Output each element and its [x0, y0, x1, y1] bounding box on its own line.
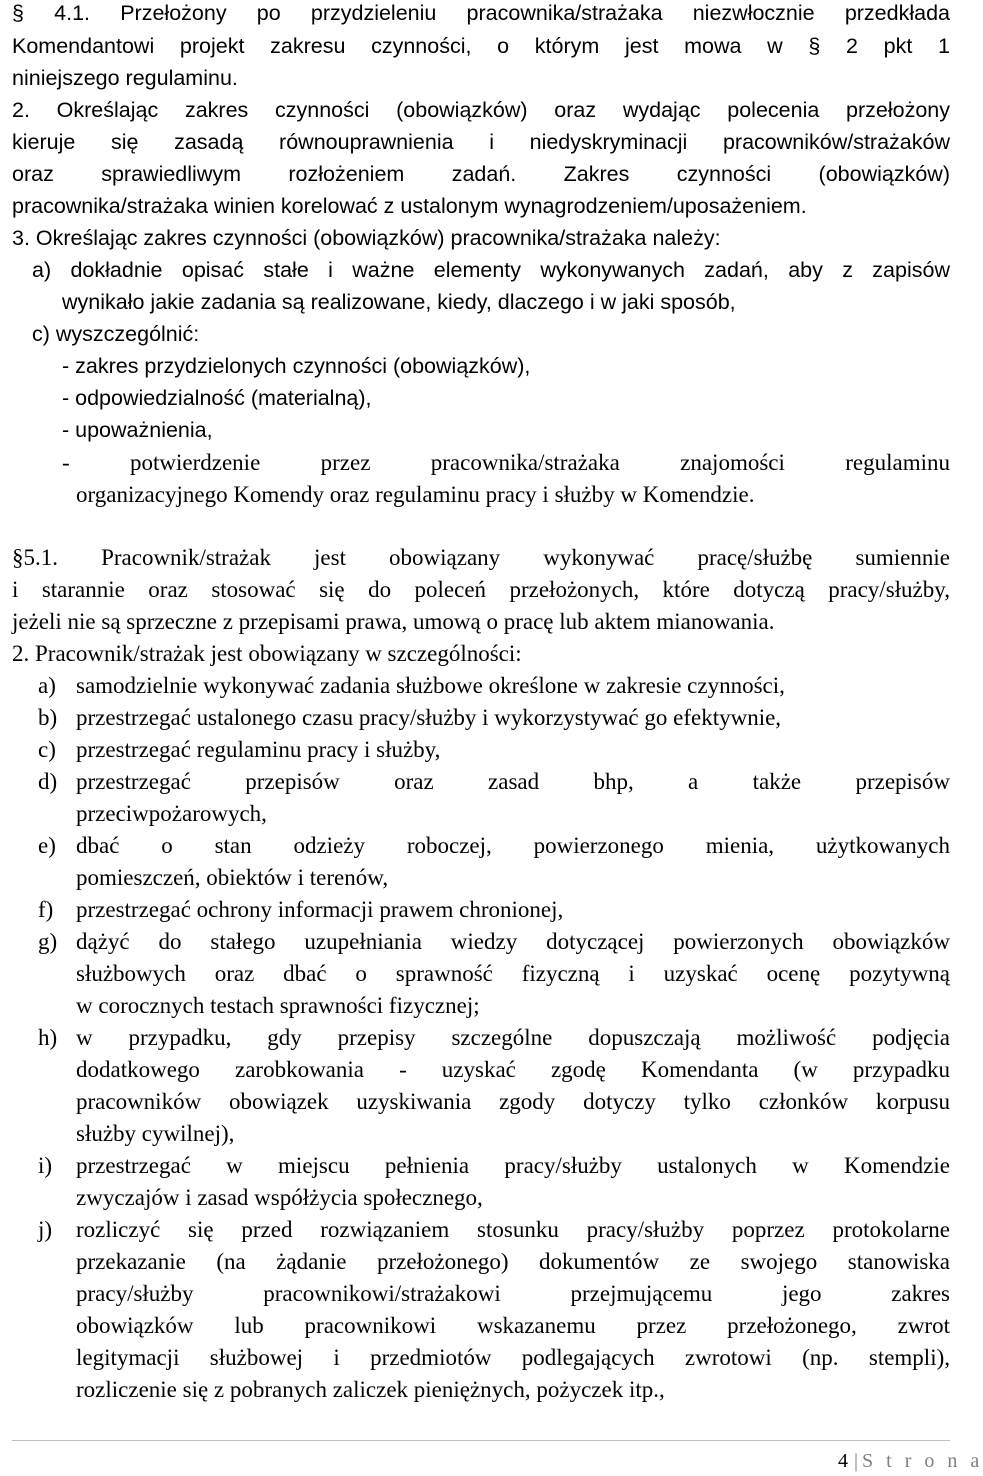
s5-item-label: i) — [38, 1153, 53, 1178]
s5-item-text-line: przestrzegać przepisów oraz zasad bhp, a także przepisów — [76, 769, 950, 794]
s5-item-text-line: służbowych oraz dbać o sprawność fizyczną i uzyskać ocenę pozytywną — [76, 961, 950, 986]
s5-item-text-line: przestrzegać ochrony informacji prawem chronionej, — [76, 897, 564, 922]
s4-dash-last-line-1: - potwierdzenie przez pracownika/strażaka znajomości regulaminu — [62, 450, 950, 475]
s4-item-c: c) wyszczególnić: — [32, 322, 200, 346]
s4-dash-item-1: - zakres przydzielonych czynności (obowiązków), — [62, 354, 531, 378]
s4-p1-line-2: Komendantowi projekt zakresu czynności, o którym jest mowa w § 2 pkt 1 — [12, 34, 950, 58]
s5-item-label: d) — [38, 769, 58, 794]
s5-item-text-line: pracowników obowiązek uzyskiwania zgody dotyczy tylko członków korpusu — [76, 1089, 950, 1114]
footer-divider — [12, 1440, 950, 1441]
s5-item-text-line: rozliczyć się przed rozwiązaniem stosunku pracy/służby poprzez protokolarne — [76, 1217, 950, 1242]
s4-p2-line-2: kieruje się zasadą równouprawnienia i niedyskryminacji pracowników/strażaków — [12, 130, 950, 154]
s5-item-text-line: zwyczajów i zasad współżycia społecznego, — [76, 1185, 483, 1210]
s5-item-text-line: w przypadku, gdy przepisy szczególne dopuszczają możliwość podjęcia — [76, 1025, 950, 1050]
s5-item-text-line: rozliczenie się z pobranych zaliczek pieniężnych, pożyczek itp., — [76, 1377, 665, 1402]
s5-item-text-line: służby cywilnej), — [76, 1121, 235, 1146]
s5-item-label: b) — [38, 705, 58, 730]
s5-item-label: g) — [38, 929, 58, 954]
s5-item-label: c) — [38, 737, 56, 762]
s5-item-text-line: dążyć do stałego uzupełniania wiedzy dotyczącej powierzonych obowiązków — [76, 929, 950, 954]
s5-item-text-line: pracy/służby pracownikowi/strażakowi przejmującemu jego zakres — [76, 1281, 950, 1306]
s5-item-text-line: pomieszczeń, obiektów i terenów, — [76, 865, 389, 890]
s4-p2-line-3: oraz sprawiedliwym rozłożeniem zadań. Zakres czynności (obowiązków) — [12, 162, 950, 186]
s5-item-label: f) — [38, 897, 54, 922]
footer-separator: | — [854, 1450, 859, 1472]
s5-p2-intro: 2. Pracownik/strażak jest obowiązany w szczególności: — [12, 641, 522, 666]
s5-item-text-line: przestrzegać w miejscu pełnienia pracy/służby ustalonych w Komendzie — [76, 1153, 950, 1178]
s4-dash-last-line-2: organizacyjnego Komendy oraz regulaminu pracy i służby w Komendzie. — [76, 482, 755, 507]
s5-item-text-line: legitymacji służbowej i przedmiotów podlegających zwrotowi (np. stempli), — [76, 1345, 950, 1370]
s4-item-a-line-1: a) dokładnie opisać stałe i ważne elementy wykonywanych zadań, aby z zapisów — [32, 258, 950, 282]
s5-item-text-line: przestrzegać regulaminu pracy i służby, — [76, 737, 441, 762]
s4-p2-line-4: pracownika/strażaka winien korelować z ustalonym wynagrodzeniem/uposażeniem. — [12, 194, 807, 218]
s5-p1-line-3: jeżeli nie są sprzeczne z przepisami prawa, umową o pracę lub aktem mianowania. — [12, 609, 775, 634]
s5-item-text-line: przeciwpożarowych, — [76, 801, 267, 826]
s4-item-a-line-2: wynikało jakie zadania są realizowane, kiedy, dlaczego i w jaki sposób, — [62, 290, 736, 314]
s5-item-text-line: w corocznych testach sprawności fizycznej; — [76, 993, 480, 1018]
s5-item-label: e) — [38, 833, 56, 858]
page-number: 4 — [838, 1450, 848, 1472]
s4-dash-item-2: - odpowiedzialność (materialną), — [62, 386, 372, 410]
s4-p2-line-1: 2. Określając zakres czynności (obowiązków) oraz wydając polecenia przełożony — [12, 98, 950, 122]
s5-item-label: h) — [38, 1025, 58, 1050]
s4-dash-item-3: - upoważnienia, — [62, 418, 213, 442]
s5-item-text-line: dodatkowego zarobkowania - uzyskać zgodę Komendanta (w przypadku — [76, 1057, 950, 1082]
s5-item-text-line: obowiązków lub pracownikowi wskazanemu przez przełożonego, zwrot — [76, 1313, 950, 1338]
s5-item-text-line: przekazanie (na żądanie przełożonego) dokumentów ze swojego stanowiska — [76, 1249, 950, 1274]
s4-p3-intro: 3. Określając zakres czynności (obowiązków) pracownika/strażaka należy: — [12, 226, 721, 250]
s5-item-text-line: przestrzegać ustalonego czasu pracy/służby i wykorzystywać go efektywnie, — [76, 705, 782, 730]
s5-p1-line-2: i starannie oraz stosować się do poleceń przełożonych, które dotyczą pracy/służby, — [12, 577, 950, 602]
footer-label: S t r o n a — [862, 1450, 983, 1472]
s5-item-label: j) — [38, 1217, 53, 1242]
s4-p1-line-1: § 4.1. Przełożony po przydzieleniu pracownika/strażaka niezwłocznie przedkłada — [12, 1, 950, 25]
s5-p1-line-1: §5.1. Pracownik/strażak jest obowiązany wykonywać pracę/służbę sumiennie — [12, 545, 950, 570]
s4-p1-line-3: niniejszego regulaminu. — [12, 66, 238, 90]
page-footer — [838, 1451, 983, 1471]
s5-item-text-line: samodzielnie wykonywać zadania służbowe określone w zakresie czynności, — [76, 673, 785, 698]
s5-item-label: a) — [38, 673, 56, 698]
s5-item-text-line: dbać o stan odzieży roboczej, powierzonego mienia, użytkowanych — [76, 833, 950, 858]
